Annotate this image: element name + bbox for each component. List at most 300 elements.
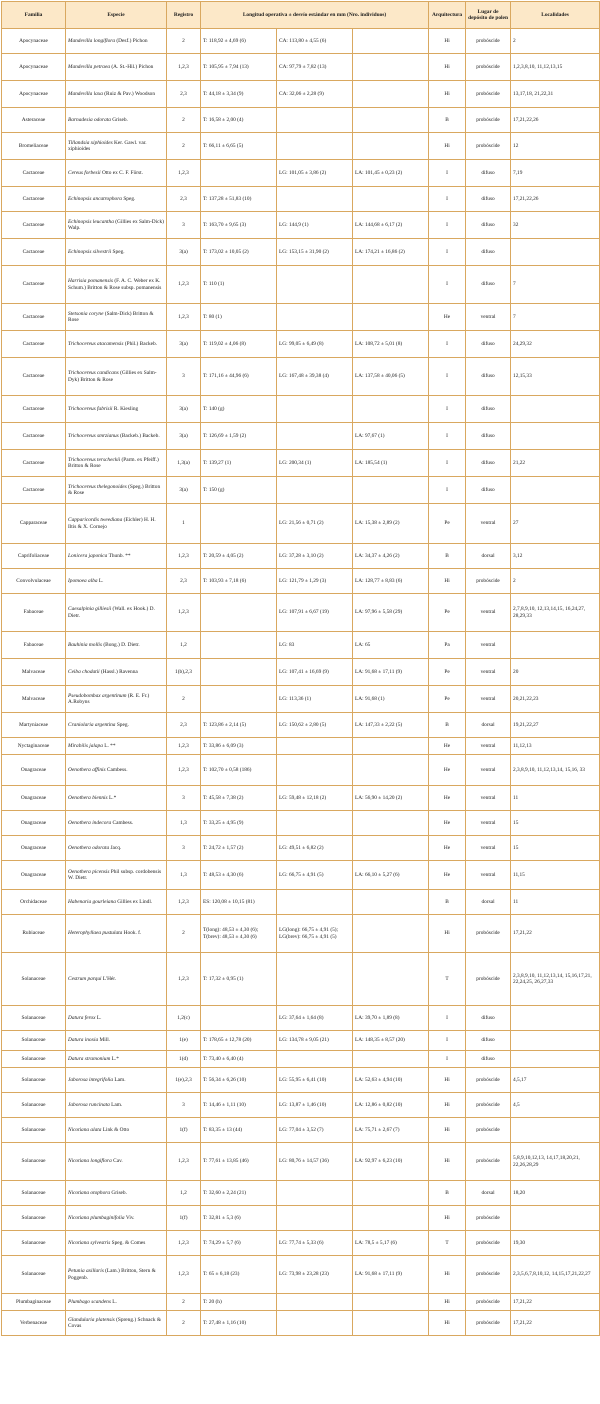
cell-arquitectura: B <box>429 108 466 133</box>
table-row <box>2 1206 600 1231</box>
table-row <box>2 1256 600 1294</box>
cell-arquitectura: I <box>429 423 466 450</box>
table-row <box>2 423 600 450</box>
species-name: Capparicordis tweediana <box>68 517 123 524</box>
cell-registro: 3(a) <box>167 331 201 358</box>
cell-longitud-lg: LG: 153,15 ± 31,90 (2) <box>277 239 353 266</box>
cell-familia: Bromeliaceae <box>2 133 66 160</box>
table-row <box>2 659 600 686</box>
cell-longitud-lg <box>277 1294 353 1311</box>
header-deposito: Lugar de depósito de polen <box>466 2 511 29</box>
cell-longitud-la <box>353 187 429 212</box>
cell-arquitectura: B <box>429 1181 466 1206</box>
species-name: Stetsonia coryne <box>68 310 104 317</box>
cell-longitud-t <box>201 686 277 713</box>
species-author: Phil subsp. cordobensis W. Dietr. <box>68 868 162 881</box>
species-author: Griseb. <box>111 1189 127 1196</box>
cell-longitud-lg <box>277 811 353 836</box>
cell-localidades: 7,19 <box>511 160 600 187</box>
species-name: Plumbago scandens <box>68 1298 111 1305</box>
cell-arquitectura: Hi <box>429 1143 466 1181</box>
species-author: Ker. Gawl. var. xiphioides <box>68 139 147 152</box>
cell-localidades <box>511 1118 600 1143</box>
cell-longitud-t: T: 119,02 ± 4,06 (8) <box>201 331 277 358</box>
cell-especie <box>66 1256 167 1294</box>
cell-especie <box>66 1118 167 1143</box>
cell-arquitectura: Pe <box>429 686 466 713</box>
cell-familia: Solanaceae <box>2 1256 66 1294</box>
species-author: Link & Otto <box>102 1126 130 1133</box>
cell-deposito: probóscide <box>466 1068 511 1093</box>
cell-longitud-la: LA: 148,35 ± 8,57 (20) <box>353 1031 429 1051</box>
cell-localidades <box>511 396 600 423</box>
cell-deposito: ventral <box>466 632 511 659</box>
cell-familia: Cactaceae <box>2 450 66 477</box>
cell-longitud-lg: LG: 101,05 ± 3,86 (2) <box>277 160 353 187</box>
cell-localidades: 20 <box>511 659 600 686</box>
cell-arquitectura: T <box>429 1231 466 1256</box>
cell-longitud-t: T: 73,40 ± 6,40 (4) <box>201 1051 277 1068</box>
table-row <box>2 1118 600 1143</box>
cell-especie <box>66 544 167 569</box>
cell-longitud-t: T(long): 48,53 ± 4,30 (6); T(brev): 48,53 ± 4,30 (6) <box>201 915 277 953</box>
table-row <box>2 331 600 358</box>
cell-longitud-lg: LG: 107,91 ± 6,67 (19) <box>277 594 353 632</box>
cell-especie <box>66 953 167 1006</box>
cell-especie <box>66 1231 167 1256</box>
cell-longitud-lg: LG: 80,76 ± 14,57 (36) <box>277 1143 353 1181</box>
header-longitud: Longitud operativa ± desvío estándar en mm (Nro. individuos) <box>201 2 429 29</box>
table-row <box>2 504 600 544</box>
cell-registro: 2,3 <box>167 713 201 738</box>
cell-arquitectura: Hi <box>429 1311 466 1336</box>
cell-arquitectura: He <box>429 786 466 811</box>
species-author: (Desf.) Pichon <box>116 37 148 44</box>
cell-longitud-la <box>353 54 429 81</box>
cell-longitud-t <box>201 504 277 544</box>
species-author: Speg. <box>112 248 125 255</box>
species-name: Echinopsis ancatrophora <box>68 195 122 202</box>
cell-localidades: 11,15 <box>511 861 600 890</box>
cell-arquitectura: Pa <box>429 632 466 659</box>
cell-familia: Cactaceae <box>2 358 66 396</box>
cell-longitud-lg: LG: 83 <box>277 632 353 659</box>
species-name: Cestrum parqui <box>68 975 102 982</box>
cell-localidades <box>511 1051 600 1068</box>
cell-registro: 3 <box>167 212 201 239</box>
cell-especie <box>66 1068 167 1093</box>
cell-familia: Solanaceae <box>2 1231 66 1256</box>
cell-longitud-t: T: 45,58 ± 7,38 (2) <box>201 786 277 811</box>
cell-localidades: 15 <box>511 836 600 861</box>
cell-registro: 1,2,3 <box>167 160 201 187</box>
cell-registro: 3 <box>167 786 201 811</box>
species-name: Trichocereus atacamensis <box>68 340 124 347</box>
cell-longitud-la: LA: 39,70 ± 1,89 (8) <box>353 1006 429 1031</box>
cell-longitud-t: T: 173,02 ± 10,05 (2) <box>201 239 277 266</box>
cell-familia: Apocynaceae <box>2 81 66 108</box>
cell-longitud-lg: LG: 167,48 ± 39,38 (4) <box>277 358 353 396</box>
cell-localidades: 32 <box>511 212 600 239</box>
cell-longitud-lg <box>277 1181 353 1206</box>
table-row <box>2 1181 600 1206</box>
table-row <box>2 890 600 915</box>
species-author: (Hassl.) Ravenna <box>100 668 138 675</box>
cell-localidades: 3,12 <box>511 544 600 569</box>
cell-especie <box>66 569 167 594</box>
cell-localidades: 1,2,3,8,10, 11,12,13,15 <box>511 54 600 81</box>
species-author: (Salm-Dick) Britton & Rose <box>68 310 154 323</box>
cell-longitud-la: LA: 174,21 ± 16,86 (2) <box>353 239 429 266</box>
table-row <box>2 239 600 266</box>
species-name: Heterophyllaea pustulata <box>68 930 123 937</box>
cell-longitud-la <box>353 396 429 423</box>
cell-deposito: dorsal <box>466 713 511 738</box>
cell-familia: Onagraceae <box>2 786 66 811</box>
species-name: Mandevilla laxa <box>68 90 103 97</box>
cell-longitud-lg: CA: 32,06 ± 2,28 (9) <box>277 81 353 108</box>
cell-especie <box>66 811 167 836</box>
cell-deposito: ventral <box>466 738 511 755</box>
cell-deposito: probóscide <box>466 81 511 108</box>
cell-deposito: difuso <box>466 331 511 358</box>
cell-localidades: 5,8,9,10,12,13, 14,17,18,20,21, 22,26,28,29 <box>511 1143 600 1181</box>
cell-longitud-la <box>353 915 429 953</box>
cell-especie <box>66 890 167 915</box>
cell-especie <box>66 477 167 504</box>
cell-longitud-la <box>353 1294 429 1311</box>
species-author: Speg. & Comes <box>111 1239 146 1246</box>
species-author: (F. A. C. Weber ex K. Schum.) Britton & Rose subsp. pomanensis <box>68 278 162 291</box>
table-row <box>2 811 600 836</box>
cell-deposito: probóscide <box>466 29 511 54</box>
table-row <box>2 786 600 811</box>
cell-longitud-t: T: 137,28 ± 51,83 (10) <box>201 187 277 212</box>
table-row <box>2 477 600 504</box>
cell-registro: 1,2,3 <box>167 594 201 632</box>
cell-longitud-t: T: 150 (g) <box>201 477 277 504</box>
cell-longitud-lg <box>277 1311 353 1336</box>
cell-registro: 1(f) <box>167 1206 201 1231</box>
cell-localidades: 15 <box>511 811 600 836</box>
table-row <box>2 953 600 1006</box>
cell-familia: Plumbaginaceae <box>2 1294 66 1311</box>
cell-longitud-la: LA: 91,68 (1) <box>353 686 429 713</box>
cell-registro: 3 <box>167 836 201 861</box>
species-name: Oenothera indecora <box>68 819 112 826</box>
cell-longitud-lg: LG: 59,48 ± 12,18 (2) <box>277 786 353 811</box>
cell-familia: Solanaceae <box>2 1118 66 1143</box>
table-row <box>2 266 600 304</box>
cell-arquitectura: I <box>429 1051 466 1068</box>
cell-registro: 1,2 <box>167 1181 201 1206</box>
table-row <box>2 1093 600 1118</box>
cell-deposito: ventral <box>466 811 511 836</box>
species-name: Nicotiana sylvestris <box>68 1239 111 1246</box>
cell-longitud-la <box>353 836 429 861</box>
cell-longitud-t <box>201 632 277 659</box>
cell-familia: Cactaceae <box>2 212 66 239</box>
table-row <box>2 632 600 659</box>
species-author: (Spreng.) Schnack & Covas <box>68 1316 162 1329</box>
cell-familia: Cactaceae <box>2 160 66 187</box>
species-name: Ipomoea alba <box>68 577 98 584</box>
cell-registro: 1(d) <box>167 1051 201 1068</box>
cell-registro: 2 <box>167 1311 201 1336</box>
cell-especie <box>66 594 167 632</box>
cell-longitud-lg: LG: 99,05 ± 6,49 (8) <box>277 331 353 358</box>
cell-longitud-la: LA: 12,86 ± 0,82 (10) <box>353 1093 429 1118</box>
species-name: Caesalpinia gilliesii <box>68 606 112 613</box>
species-author: L. ** <box>104 742 116 749</box>
cell-longitud-t: T: 118,92 ± 4,69 (6) <box>201 29 277 54</box>
cell-longitud-la <box>353 29 429 54</box>
cell-longitud-t: T: 33,86 ± 6,09 (3) <box>201 738 277 755</box>
cell-longitud-t: T: 27,48 ± 1,16 (10) <box>201 1311 277 1336</box>
cell-localidades: 12 <box>511 133 600 160</box>
cell-longitud-la <box>353 890 429 915</box>
table-row <box>2 1231 600 1256</box>
cell-longitud-la <box>353 1311 429 1336</box>
species-name: Oenothera odorata <box>68 844 110 851</box>
cell-localidades: 7 <box>511 266 600 304</box>
species-name: Oenothera biennis <box>68 794 108 801</box>
table-row <box>2 738 600 755</box>
cell-registro: 2 <box>167 1294 201 1311</box>
cell-especie <box>66 266 167 304</box>
table-row <box>2 304 600 331</box>
species-name: Lonicera japonica <box>68 552 108 559</box>
cell-localidades: 2,3,8,9,10, 11,12,13,14, 15,16,17,21, 22,24,25, 26,27,33 <box>511 953 600 1006</box>
species-name: Bauhinia mollis <box>68 641 102 648</box>
cell-registro: 1,2,3 <box>167 890 201 915</box>
species-author: (Eichler) H. H. Iltis & X. Cornejo <box>68 517 156 530</box>
cell-registro: 2 <box>167 108 201 133</box>
cell-especie <box>66 1206 167 1231</box>
cell-longitud-la <box>353 304 429 331</box>
cell-arquitectura: Hi <box>429 569 466 594</box>
cell-deposito: ventral <box>466 755 511 786</box>
cell-longitud-lg: LG: 13,87 ± 1,46 (10) <box>277 1093 353 1118</box>
species-author: (Wall. ex Hook.) D. Dietr. <box>68 606 155 619</box>
table-row <box>2 713 600 738</box>
species-name: Nicotiana plumbaginifolia <box>68 1214 125 1221</box>
cell-longitud-t: T: 140 (g) <box>201 396 277 423</box>
cell-familia: Cactaceae <box>2 304 66 331</box>
species-author: L.* <box>108 794 117 801</box>
cell-especie <box>66 686 167 713</box>
table-row <box>2 915 600 953</box>
cell-familia: Fabaceae <box>2 594 66 632</box>
cell-localidades <box>511 477 600 504</box>
cell-especie <box>66 1031 167 1051</box>
cell-longitud-lg <box>277 187 353 212</box>
cell-localidades: 2,3,5,6,7,8,10,12, 14,15,17,21,22,27 <box>511 1256 600 1294</box>
cell-especie <box>66 239 167 266</box>
cell-familia: Onagraceae <box>2 755 66 786</box>
cell-longitud-t: T: 20 (h) <box>201 1294 277 1311</box>
cell-localidades <box>511 1206 600 1231</box>
table-body <box>2 29 600 1336</box>
cell-arquitectura: Hi <box>429 1256 466 1294</box>
cell-arquitectura: Hi <box>429 1093 466 1118</box>
species-name: Craniolaria argentina <box>68 721 116 728</box>
cell-longitud-lg: CA: 97,79 ± 7,82 (13) <box>277 54 353 81</box>
cell-longitud-t: T: 178,65 ± 12,78 (20) <box>201 1031 277 1051</box>
cell-deposito: ventral <box>466 861 511 890</box>
cell-deposito: probóscide <box>466 1294 511 1311</box>
cell-localidades <box>511 423 600 450</box>
cell-deposito: probóscide <box>466 953 511 1006</box>
cell-localidades: 19,21,22,27 <box>511 713 600 738</box>
cell-longitud-la: LA: 15,38 ± 2,89 (2) <box>353 504 429 544</box>
cell-longitud-la: LA: 66,10 ± 5,27 (6) <box>353 861 429 890</box>
cell-longitud-t: T: 65 ± 6,18 (23) <box>201 1256 277 1294</box>
cell-deposito: dorsal <box>466 1181 511 1206</box>
table-row <box>2 108 600 133</box>
cell-arquitectura: He <box>429 836 466 861</box>
cell-longitud-lg: LG: 21,56 ± 0,71 (2) <box>277 504 353 544</box>
species-author: (R. E. Fr.) A.Robyns <box>68 692 150 705</box>
cell-especie <box>66 1051 167 1068</box>
cell-longitud-lg <box>277 953 353 1006</box>
cell-longitud-t: T: 48,53 ± 4,30 (6) <box>201 861 277 890</box>
cell-especie <box>66 187 167 212</box>
cell-especie <box>66 358 167 396</box>
cell-arquitectura: T <box>429 953 466 1006</box>
species-name: Jaborosa runcinata <box>68 1101 110 1108</box>
cell-especie <box>66 1311 167 1336</box>
cell-deposito: probóscide <box>466 915 511 953</box>
cell-familia: Cactaceae <box>2 266 66 304</box>
species-author: L'Hér. <box>102 975 117 982</box>
cell-localidades <box>511 632 600 659</box>
cell-arquitectura: He <box>429 738 466 755</box>
cell-arquitectura: He <box>429 811 466 836</box>
cell-deposito: probóscide <box>466 133 511 160</box>
cell-registro: 1,2,3 <box>167 1256 201 1294</box>
table-row <box>2 212 600 239</box>
cell-longitud-la <box>353 755 429 786</box>
cell-familia: Nyctaginaceae <box>2 738 66 755</box>
cell-localidades: 2 <box>511 569 600 594</box>
header-especie: Especie <box>66 2 167 29</box>
cell-registro: 3(a) <box>167 477 201 504</box>
cell-familia: Cactaceae <box>2 239 66 266</box>
cell-longitud-la <box>353 477 429 504</box>
cell-longitud-lg: LG: 55,95 ± 6,41 (10) <box>277 1068 353 1093</box>
cell-longitud-t: T: 16,58 ± 2,00 (4) <box>201 108 277 133</box>
species-author: Speg. <box>123 195 136 202</box>
species-author: R. Kiesling <box>113 405 139 412</box>
cell-longitud-t: T: 66,11 ± 6,65 (5) <box>201 133 277 160</box>
cell-deposito: ventral <box>466 304 511 331</box>
cell-registro: 2 <box>167 915 201 953</box>
species-author: (Backeb.) Backeb. <box>120 432 160 439</box>
cell-especie <box>66 423 167 450</box>
table-row <box>2 755 600 786</box>
cell-familia: Apocynaceae <box>2 29 66 54</box>
cell-deposito: difuso <box>466 477 511 504</box>
cell-longitud-la: LA: 91,68 ± 17,11 (9) <box>353 1256 429 1294</box>
species-author: L. <box>98 577 104 584</box>
cell-longitud-lg <box>277 1051 353 1068</box>
species-author: Lam. <box>114 1076 126 1083</box>
cell-longitud-la <box>353 133 429 160</box>
cell-deposito: probóscide <box>466 569 511 594</box>
cell-familia: Convolvulaceae <box>2 569 66 594</box>
cell-familia: Solanaceae <box>2 1006 66 1031</box>
cell-registro: 1,2 <box>167 632 201 659</box>
cell-arquitectura: B <box>429 713 466 738</box>
cell-familia: Asteraceae <box>2 108 66 133</box>
cell-longitud-t: T: 56,34 ± 6,26 (10) <box>201 1068 277 1093</box>
cell-arquitectura: Hi <box>429 1294 466 1311</box>
cell-registro: 2 <box>167 29 201 54</box>
cell-localidades: 18,20 <box>511 1181 600 1206</box>
cell-longitud-la <box>353 1181 429 1206</box>
cell-arquitectura: Hi <box>429 915 466 953</box>
species-name: Pseudobombax argentinum <box>68 692 127 699</box>
cell-longitud-la: LA: 147,33 ± 2,22 (5) <box>353 713 429 738</box>
cell-deposito: probóscide <box>466 1143 511 1181</box>
cell-localidades: 11,12,13 <box>511 738 600 755</box>
cell-longitud-la: LA: 97,67 (1) <box>353 423 429 450</box>
cell-familia: Rubiaceae <box>2 915 66 953</box>
cell-longitud-lg: LG: 144,9 (1) <box>277 212 353 239</box>
cell-longitud-lg: LG: 134,78 ± 9,05 (21) <box>277 1031 353 1051</box>
cell-longitud-lg: LG: 77,04 ± 3,52 (7) <box>277 1118 353 1143</box>
species-author: Hook. f. <box>123 930 142 937</box>
table-row <box>2 569 600 594</box>
species-name: Datura inoxia <box>68 1037 99 1044</box>
cell-familia: Verbenaceae <box>2 1311 66 1336</box>
cell-localidades: 20,21,22,23 <box>511 686 600 713</box>
species-name: Jaborosa integrifolia <box>68 1076 114 1083</box>
cell-especie <box>66 212 167 239</box>
cell-arquitectura: Hi <box>429 1206 466 1231</box>
cell-registro: 2,3 <box>167 569 201 594</box>
species-author: Otto ex C. F. Först. <box>101 169 143 176</box>
cell-registro: 1,2,3 <box>167 953 201 1006</box>
cell-longitud-t: T: 110 (1) <box>201 266 277 304</box>
cell-localidades: 24,29,32 <box>511 331 600 358</box>
cell-registro: 3 <box>167 1093 201 1118</box>
cell-longitud-lg <box>277 755 353 786</box>
cell-familia: Malvaceae <box>2 686 66 713</box>
cell-registro: 1,2,3 <box>167 755 201 786</box>
cell-localidades: 4,5,17 <box>511 1068 600 1093</box>
cell-deposito: difuso <box>466 450 511 477</box>
cell-longitud-la: LA: 144,68 ± 6,17 (2) <box>353 212 429 239</box>
cell-localidades: 13,17,18, 21,22,31 <box>511 81 600 108</box>
cell-arquitectura: I <box>429 450 466 477</box>
cell-longitud-lg: LG(long): 66,75 ± 4,91 (5); LG(brev): 66,75 ± 4,91 (5) <box>277 915 353 953</box>
cell-longitud-la <box>353 811 429 836</box>
cell-familia: Orchidaceae <box>2 890 66 915</box>
header-localidades: Localidades <box>511 2 600 29</box>
cell-longitud-t <box>201 1006 277 1031</box>
cell-deposito: probóscide <box>466 54 511 81</box>
table-row <box>2 836 600 861</box>
cell-longitud-t: T: 33,25 ± 4,95 (9) <box>201 811 277 836</box>
cell-especie <box>66 1143 167 1181</box>
cell-longitud-lg: LG: 121,79 ± 1,29 (3) <box>277 569 353 594</box>
cell-familia: Onagraceae <box>2 861 66 890</box>
cell-familia: Onagraceae <box>2 836 66 861</box>
species-author: Lam. <box>111 1101 123 1108</box>
cell-deposito: difuso <box>466 160 511 187</box>
